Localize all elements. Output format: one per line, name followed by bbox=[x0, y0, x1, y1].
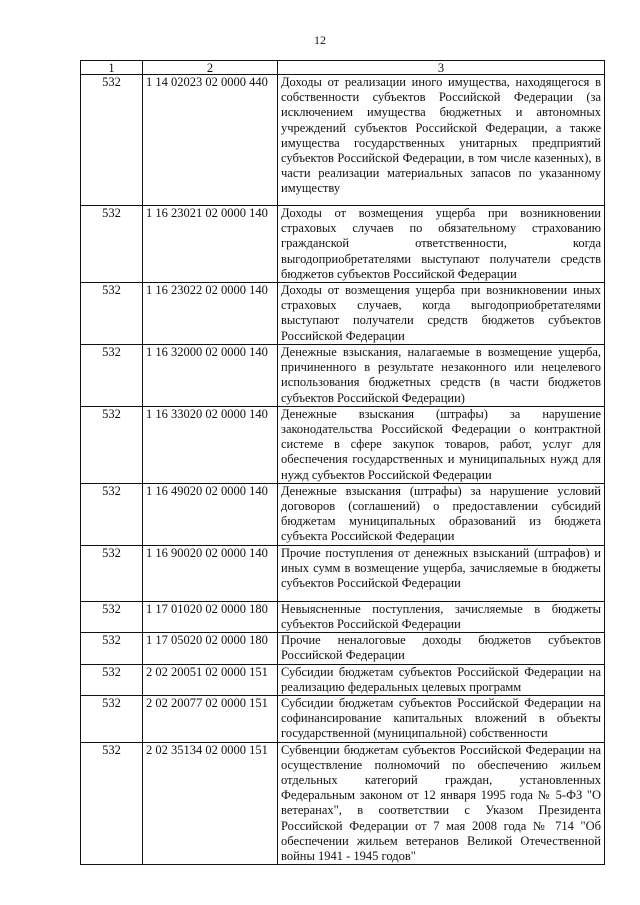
admin-code-cell: 532 bbox=[81, 345, 143, 407]
page-number: 12 bbox=[314, 33, 326, 47]
admin-code-cell: 532 bbox=[81, 406, 143, 483]
description-cell: Субсидии бюджетам субъектов Российской Федерации на реализацию федеральных целевых программ bbox=[278, 664, 605, 695]
admin-code-cell: 532 bbox=[81, 696, 143, 743]
revenue-codes-table bbox=[80, 60, 605, 865]
column-header-3: 3 bbox=[278, 61, 605, 75]
admin-code-cell: 532 bbox=[81, 664, 143, 695]
admin-code-cell: 532 bbox=[81, 75, 143, 206]
budget-code-cell: 1 17 05020 02 0000 180 bbox=[143, 633, 278, 664]
table-row bbox=[81, 696, 605, 743]
budget-code-cell: 1 16 23021 02 0000 140 bbox=[143, 206, 278, 283]
budget-code-cell: 2 02 20077 02 0000 151 bbox=[143, 696, 278, 743]
table-row bbox=[81, 406, 605, 483]
table-row bbox=[81, 742, 605, 865]
admin-code-cell: 532 bbox=[81, 206, 143, 283]
budget-code-cell: 2 02 35134 02 0000 151 bbox=[143, 742, 278, 865]
description-cell: Денежные взыскания (штрафы) за нарушение законодательства Российской Федерации о контрактной системе в сфере закупок товаров, работ, услуг для обеспечения государственных и муниципальных нужд для нужд субъектов Российской Федерации bbox=[278, 406, 605, 483]
table-header-row bbox=[81, 61, 605, 75]
table-row bbox=[81, 345, 605, 407]
budget-code-cell: 1 16 49020 02 0000 140 bbox=[143, 483, 278, 545]
budget-code-cell: 1 17 01020 02 0000 180 bbox=[143, 601, 278, 632]
description-cell: Невыясненные поступления, зачисляемые в бюджеты субъектов Российской Федерации bbox=[278, 601, 605, 632]
description-cell: Субвенции бюджетам субъектов Российской Федерации на осуществление полномочий по обеспечению жильем отдельных категорий граждан, установленных Федеральным законом от 12 января 1995 года № 5-ФЗ "О ветеранах", в соответствии с Указом Президента Российской Федерации от 7 мая 2008 года № 714 "Об обеспечении жильем ветеранов Великой Отечественной войны 1941 - 1945 годов" bbox=[278, 742, 605, 865]
table-row bbox=[81, 664, 605, 695]
description-cell: Субсидии бюджетам субъектов Российской Федерации на софинансирование капитальных вложений в объекты государственной (муниципальной) собственности bbox=[278, 696, 605, 743]
admin-code-cell: 532 bbox=[81, 601, 143, 632]
admin-code-cell: 532 bbox=[81, 742, 143, 865]
budget-code-cell: 1 16 32000 02 0000 140 bbox=[143, 345, 278, 407]
table-row bbox=[81, 545, 605, 601]
description-cell: Денежные взыскания, налагаемые в возмещение ущерба, причиненного в результате незаконного или нецелевого использования бюджетных средств (в части бюджетов субъектов Российской Федерации) bbox=[278, 345, 605, 407]
description-cell: Доходы от реализации иного имущества, находящегося в собственности субъектов Российской Федерации (за исключением имущества бюджетных и автономных учреждений субъектов Российской Федерации, а также имущества государственных унитарных предприятий субъектов Российской Федерации, в том числе казенных), в части реализации материальных запасов по указанному имуществу bbox=[278, 75, 605, 206]
column-header-1: 1 bbox=[81, 61, 143, 75]
admin-code-cell: 532 bbox=[81, 545, 143, 601]
table-row bbox=[81, 283, 605, 345]
table-row bbox=[81, 483, 605, 545]
budget-code-cell: 2 02 20051 02 0000 151 bbox=[143, 664, 278, 695]
description-cell: Денежные взыскания (штрафы) за нарушение условий договоров (соглашений) о предоставлении субсидий бюджетам муниципальных образований из бюджета субъекта Российской Федерации bbox=[278, 483, 605, 545]
description-cell: Доходы от возмещения ущерба при возникновении иных страховых случаев, когда выгодоприобретателями выступают получатели средств бюджетов субъектов Российской Федерации bbox=[278, 283, 605, 345]
budget-code-cell: 1 14 02023 02 0000 440 bbox=[143, 75, 278, 206]
description-cell: Прочие неналоговые доходы бюджетов субъектов Российской Федерации bbox=[278, 633, 605, 664]
table-row bbox=[81, 601, 605, 632]
budget-code-cell: 1 16 33020 02 0000 140 bbox=[143, 406, 278, 483]
budget-code-cell: 1 16 23022 02 0000 140 bbox=[143, 283, 278, 345]
table-row bbox=[81, 206, 605, 283]
admin-code-cell: 532 bbox=[81, 483, 143, 545]
budget-code-cell: 1 16 90020 02 0000 140 bbox=[143, 545, 278, 601]
description-cell: Прочие поступления от денежных взысканий (штрафов) и иных сумм в возмещение ущерба, зачисляемые в бюджеты субъектов Российской Федерации bbox=[278, 545, 605, 601]
table-row bbox=[81, 633, 605, 664]
column-header-2: 2 bbox=[143, 61, 278, 75]
admin-code-cell: 532 bbox=[81, 633, 143, 664]
admin-code-cell: 532 bbox=[81, 283, 143, 345]
table-row bbox=[81, 75, 605, 206]
description-cell: Доходы от возмещения ущерба при возникновении страховых случаев по обязательному страхованию гражданской ответственности, когда выгодоприобретателями выступают получатели средств бюджетов субъектов Российской Федерации bbox=[278, 206, 605, 283]
